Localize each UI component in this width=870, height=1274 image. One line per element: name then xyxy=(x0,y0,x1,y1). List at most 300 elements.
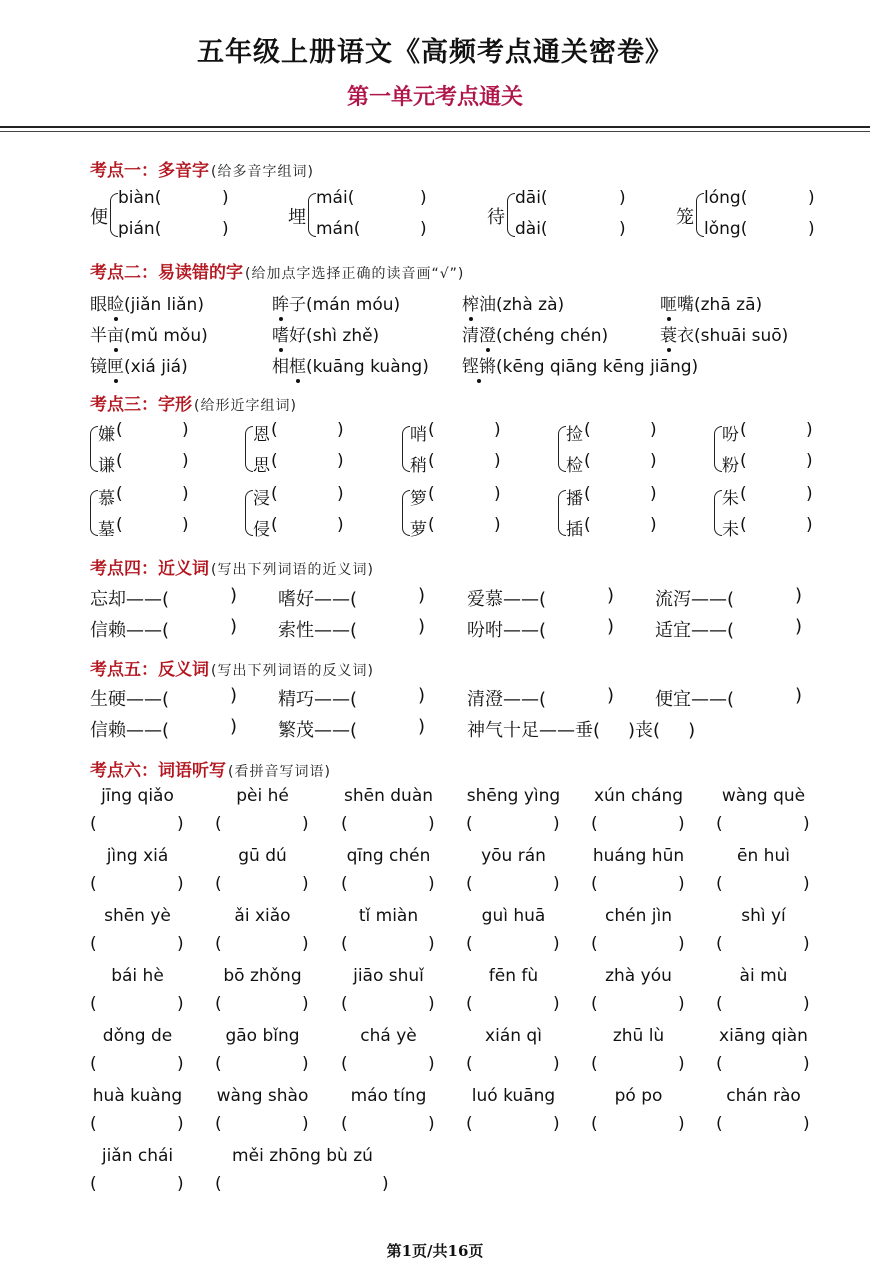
answer-blank[interactable] xyxy=(752,451,804,473)
close-paren: ) xyxy=(177,1114,184,1134)
misread-item[interactable] xyxy=(90,321,208,346)
answer-blank[interactable] xyxy=(603,1054,684,1076)
answer-blank[interactable] xyxy=(283,420,335,442)
close-paren: ) xyxy=(182,451,189,471)
section-hint: (给形近字组词) xyxy=(194,398,297,414)
misread-item[interactable] xyxy=(272,290,400,315)
word-part: 相 xyxy=(272,357,289,377)
polyphone-char: 便 xyxy=(90,207,108,228)
answer-blank[interactable] xyxy=(353,814,434,836)
answer-blank[interactable] xyxy=(596,515,648,537)
pinyin-prompt: shēng yìng xyxy=(466,786,561,806)
antonym-word-mid: )丧( xyxy=(628,720,661,741)
header-divider xyxy=(0,126,870,128)
open-paren: ( xyxy=(584,420,591,440)
brace-icon xyxy=(402,426,410,472)
close-paren: ) xyxy=(803,994,810,1014)
open-paren: ( xyxy=(466,874,473,894)
answer-blank[interactable] xyxy=(551,616,607,638)
pinyin-prompt: tǐ miàn xyxy=(358,906,419,926)
answer-blank[interactable] xyxy=(362,616,418,638)
pinyin-prompt: shēn yè xyxy=(104,906,171,926)
open-paren: ( xyxy=(215,1054,222,1074)
open-paren: ( xyxy=(716,1114,723,1134)
pinyin-prompt: bō zhǒng xyxy=(223,966,302,986)
open-paren: ( xyxy=(116,451,123,471)
misread-item[interactable] xyxy=(462,321,608,346)
pinyin-prompt: dǒng de xyxy=(102,1026,173,1046)
answer-blank[interactable] xyxy=(754,188,814,210)
word-prompt: 嗜好——( xyxy=(278,589,358,610)
answer-blank[interactable] xyxy=(440,515,492,537)
brace-icon xyxy=(245,426,253,472)
dotted-char: 眸 xyxy=(272,290,289,315)
close-paren: ) xyxy=(688,720,696,741)
similar-char: 谦 xyxy=(98,456,115,476)
open-paren: ( xyxy=(116,420,123,440)
pinyin-prompt: jiǎn chái xyxy=(101,1146,174,1166)
open-paren: ( xyxy=(584,484,591,504)
close-paren: ) xyxy=(428,1114,435,1134)
close-paren: ) xyxy=(553,1114,560,1134)
close-paren: ) xyxy=(302,1114,309,1134)
answer-blank[interactable] xyxy=(353,994,434,1016)
close-paren: ) xyxy=(553,934,560,954)
close-paren: ) xyxy=(177,994,184,1014)
close-paren: ) xyxy=(607,585,615,606)
similar-char: 慕 xyxy=(98,489,115,509)
close-paren: ) xyxy=(803,934,810,954)
answer-blank[interactable] xyxy=(728,1054,809,1076)
answer-blank[interactable] xyxy=(174,585,230,607)
answer-blank[interactable] xyxy=(728,814,809,836)
close-paren: ) xyxy=(302,1054,309,1074)
answer-blank[interactable] xyxy=(478,994,559,1016)
close-paren: ) xyxy=(302,874,309,894)
close-paren: ) xyxy=(553,874,560,894)
close-paren: ) xyxy=(222,188,229,208)
dotted-char: 蓑 xyxy=(660,321,677,346)
pinyin-prompt: chán rào xyxy=(726,1086,801,1106)
close-paren: ) xyxy=(302,814,309,834)
pinyin-prompt: chén jìn xyxy=(605,906,672,926)
misread-item[interactable] xyxy=(462,352,698,377)
misread-item[interactable] xyxy=(90,352,188,377)
answer-blank[interactable] xyxy=(603,814,684,836)
close-paren: ) xyxy=(553,994,560,1014)
word-prompt: 清澄——( xyxy=(467,689,547,710)
misread-item[interactable] xyxy=(660,290,762,315)
misread-item[interactable] xyxy=(462,290,564,315)
open-paren: ( xyxy=(716,994,723,1014)
answer-blank[interactable] xyxy=(102,1054,183,1076)
misread-item[interactable] xyxy=(90,290,204,315)
answer-blank[interactable] xyxy=(551,685,607,707)
close-paren: ) xyxy=(494,515,501,535)
answer-blank[interactable] xyxy=(174,716,230,738)
pinyin-prompt: xún cháng xyxy=(593,786,684,806)
brace-icon xyxy=(110,193,118,237)
answer-blank[interactable] xyxy=(102,994,183,1016)
open-paren: ( xyxy=(271,420,278,440)
close-paren: ) xyxy=(428,874,435,894)
open-paren: ( xyxy=(215,934,222,954)
dotted-char: 铿锵 xyxy=(462,352,496,377)
answer-blank[interactable] xyxy=(440,420,492,442)
answer-blank[interactable] xyxy=(728,1114,809,1136)
answer-blank[interactable] xyxy=(102,1114,183,1136)
reading-label: mán( xyxy=(316,219,361,239)
answer-blank[interactable] xyxy=(478,814,559,836)
pinyin-options: (mǔ mǒu) xyxy=(124,326,208,346)
pinyin-prompt: jīng qiǎo xyxy=(101,786,174,806)
close-paren: ) xyxy=(177,814,184,834)
close-paren: ) xyxy=(494,420,501,440)
answer-blank[interactable] xyxy=(728,934,809,956)
pinyin-prompt: bái hè xyxy=(111,966,164,986)
close-paren: ) xyxy=(428,1054,435,1074)
misread-item[interactable] xyxy=(272,321,379,346)
answer-blank[interactable] xyxy=(362,716,418,738)
answer-blank[interactable] xyxy=(174,616,230,638)
answer-blank[interactable] xyxy=(440,484,492,506)
answer-blank[interactable] xyxy=(362,685,418,707)
section-hint: (给加点字选择正确的读音画“√”) xyxy=(245,266,465,282)
answer-blank[interactable] xyxy=(227,874,308,896)
open-paren: ( xyxy=(215,994,222,1014)
answer-blank[interactable] xyxy=(366,188,426,210)
answer-blank[interactable] xyxy=(227,814,308,836)
pinyin-prompt: qīng chén xyxy=(346,846,431,866)
close-paren: ) xyxy=(337,451,344,471)
close-paren: ) xyxy=(678,814,685,834)
close-paren: ) xyxy=(337,420,344,440)
close-paren: ) xyxy=(494,484,501,504)
answer-blank[interactable] xyxy=(168,188,228,210)
answer-blank[interactable] xyxy=(366,219,426,241)
open-paren: ( xyxy=(271,484,278,504)
word-prompt: 忘却——( xyxy=(90,589,170,610)
section-heading-similar-chars xyxy=(90,390,297,415)
word-part: 眼 xyxy=(90,295,107,315)
open-paren: ( xyxy=(90,934,97,954)
section-hint: (写出下列词语的反义词) xyxy=(211,663,374,679)
similar-char: 捡 xyxy=(566,425,583,445)
word-part: 嘴 xyxy=(677,295,694,315)
word-part: 半 xyxy=(90,326,107,346)
close-paren: ) xyxy=(337,515,344,535)
open-paren: ( xyxy=(215,1174,222,1194)
close-paren: ) xyxy=(177,1054,184,1074)
pinyin-prompt: zhū lù xyxy=(612,1026,665,1046)
pinyin-prompt: ài mù xyxy=(739,966,788,986)
close-paren: ) xyxy=(337,484,344,504)
pinyin-options: (shì zhě) xyxy=(306,326,380,346)
similar-char: 嫌 xyxy=(98,425,115,445)
open-paren: ( xyxy=(591,874,598,894)
answer-blank[interactable] xyxy=(478,1114,559,1136)
answer-blank[interactable] xyxy=(227,994,308,1016)
misread-item[interactable] xyxy=(660,321,788,346)
answer-blank[interactable] xyxy=(128,515,180,537)
header-divider-thin xyxy=(0,131,870,132)
section-label: 考点五：反义词 xyxy=(90,660,209,680)
close-paren: ) xyxy=(678,994,685,1014)
dotted-char: 亩 xyxy=(107,321,124,346)
pinyin-prompt: pó po xyxy=(614,1086,663,1106)
open-paren: ( xyxy=(341,874,348,894)
open-paren: ( xyxy=(116,484,123,504)
close-paren: ) xyxy=(420,188,427,208)
open-paren: ( xyxy=(466,934,473,954)
brace-icon xyxy=(90,426,98,472)
answer-blank[interactable] xyxy=(353,1054,434,1076)
answer-blank[interactable] xyxy=(128,420,180,442)
open-paren: ( xyxy=(428,484,435,504)
brace-icon xyxy=(402,490,410,536)
close-paren: ) xyxy=(795,616,803,637)
pinyin-prompt: ǎi xiǎo xyxy=(234,906,291,926)
answer-blank[interactable] xyxy=(478,874,559,896)
close-paren: ) xyxy=(650,515,657,535)
pinyin-options: (zhà zà) xyxy=(496,295,565,315)
pinyin-options: (jiǎn liǎn) xyxy=(124,295,204,315)
close-paren: ) xyxy=(808,219,815,239)
close-paren: ) xyxy=(494,451,501,471)
answer-blank[interactable] xyxy=(728,994,809,1016)
answer-blank[interactable] xyxy=(227,1174,388,1196)
close-paren: ) xyxy=(678,1114,685,1134)
close-paren: ) xyxy=(803,874,810,894)
answer-blank[interactable] xyxy=(283,451,335,473)
open-paren: ( xyxy=(271,451,278,471)
pinyin-prompt: měi zhōng bù zú xyxy=(232,1146,373,1166)
answer-blank[interactable] xyxy=(752,515,804,537)
brace-icon xyxy=(90,490,98,536)
similar-char: 稍 xyxy=(410,456,427,476)
section-hint: (给多音字组词) xyxy=(211,164,314,180)
open-paren: ( xyxy=(341,1054,348,1074)
answer-blank[interactable] xyxy=(283,484,335,506)
close-paren: ) xyxy=(678,874,685,894)
answer-blank[interactable] xyxy=(128,484,180,506)
pinyin-options: (kuāng kuàng) xyxy=(306,357,429,377)
similar-char: 吩 xyxy=(722,425,739,445)
answer-blank[interactable] xyxy=(603,874,684,896)
page-title: 五年级上册语文《高频考点通关密卷》 xyxy=(197,37,673,68)
open-paren: ( xyxy=(591,1054,598,1074)
close-paren: ) xyxy=(418,616,426,637)
pinyin-prompt: gāo bǐng xyxy=(225,1026,300,1046)
brace-icon xyxy=(714,490,722,536)
brace-icon xyxy=(696,193,704,237)
close-paren: ) xyxy=(803,814,810,834)
answer-blank[interactable] xyxy=(752,420,804,442)
similar-char: 未 xyxy=(722,520,739,540)
word-prompt: 繁茂——( xyxy=(278,720,358,741)
answer-blank[interactable] xyxy=(227,1114,308,1136)
word-part: 清 xyxy=(462,326,479,346)
section-label: 考点六：词语听写 xyxy=(90,761,226,781)
answer-blank[interactable] xyxy=(739,616,795,638)
close-paren: ) xyxy=(428,814,435,834)
close-paren: ) xyxy=(302,934,309,954)
answer-blank[interactable] xyxy=(283,515,335,537)
close-paren: ) xyxy=(607,685,615,706)
answer-blank[interactable] xyxy=(603,934,684,956)
answer-blank[interactable] xyxy=(603,1114,684,1136)
similar-char: 墓 xyxy=(98,520,115,540)
reading-label: dāi( xyxy=(515,188,548,208)
close-paren: ) xyxy=(230,585,238,606)
open-paren: ( xyxy=(341,1114,348,1134)
word-part: 镜 xyxy=(90,357,107,377)
answer-blank[interactable] xyxy=(353,934,434,956)
section-label: 考点二：易读错的字 xyxy=(90,263,243,283)
polyphone-char: 埋 xyxy=(288,207,306,228)
answer-blank[interactable] xyxy=(754,219,814,241)
answer-blank[interactable] xyxy=(102,1174,183,1196)
section-hint: (写出下列词语的近义词) xyxy=(211,562,374,578)
reading-label: lǒng( xyxy=(704,219,748,239)
open-paren: ( xyxy=(428,515,435,535)
close-paren: ) xyxy=(230,716,238,737)
open-paren: ( xyxy=(740,484,747,504)
answer-blank[interactable] xyxy=(603,994,684,1016)
open-paren: ( xyxy=(591,814,598,834)
answer-blank[interactable] xyxy=(128,451,180,473)
open-paren: ( xyxy=(215,1114,222,1134)
answer-blank[interactable] xyxy=(102,934,183,956)
open-paren: ( xyxy=(716,814,723,834)
close-paren: ) xyxy=(607,616,615,637)
close-paren: ) xyxy=(420,219,427,239)
pinyin-prompt: máo tíng xyxy=(350,1086,427,1106)
pinyin-prompt: xiāng qiàn xyxy=(719,1026,808,1046)
word-prompt: 爱慕——( xyxy=(467,589,547,610)
close-paren: ) xyxy=(553,1054,560,1074)
answer-blank[interactable] xyxy=(565,188,625,210)
answer-blank[interactable] xyxy=(168,219,228,241)
reading-label: biàn( xyxy=(118,188,162,208)
answer-blank[interactable] xyxy=(596,484,648,506)
answer-blank[interactable] xyxy=(739,585,795,607)
similar-char: 侵 xyxy=(253,520,270,540)
answer-blank[interactable] xyxy=(478,1054,559,1076)
answer-blank[interactable] xyxy=(478,934,559,956)
word-part: 好 xyxy=(289,326,306,346)
close-paren: ) xyxy=(678,1054,685,1074)
close-paren: ) xyxy=(650,484,657,504)
pinyin-prompt: guì huā xyxy=(481,906,546,926)
open-paren: ( xyxy=(428,420,435,440)
open-paren: ( xyxy=(591,1114,598,1134)
answer-blank[interactable] xyxy=(565,219,625,241)
word-part: 衣 xyxy=(677,326,694,346)
close-paren: ) xyxy=(177,874,184,894)
open-paren: ( xyxy=(740,420,747,440)
close-paren: ) xyxy=(182,484,189,504)
answer-blank[interactable] xyxy=(174,685,230,707)
open-paren: ( xyxy=(584,515,591,535)
answer-blank[interactable] xyxy=(551,585,607,607)
answer-blank[interactable] xyxy=(739,685,795,707)
reading-label: mái( xyxy=(316,188,355,208)
word-prompt: 适宜——( xyxy=(655,620,735,641)
dotted-char: 睑 xyxy=(107,290,124,315)
answer-blank[interactable] xyxy=(227,934,308,956)
open-paren: ( xyxy=(341,934,348,954)
open-paren: ( xyxy=(90,1174,97,1194)
page-subtitle: 第一单元考点通关 xyxy=(346,84,523,110)
open-paren: ( xyxy=(716,1054,723,1074)
open-paren: ( xyxy=(584,451,591,471)
misread-item[interactable] xyxy=(272,352,429,377)
pinyin-options: (xiá jiá) xyxy=(124,357,188,377)
answer-blank[interactable] xyxy=(227,1054,308,1076)
answer-blank[interactable] xyxy=(102,814,183,836)
reading-label: pián( xyxy=(118,219,162,239)
word-prompt: 流泻——( xyxy=(655,589,735,610)
open-paren: ( xyxy=(740,451,747,471)
answer-blank[interactable] xyxy=(353,1114,434,1136)
answer-blank[interactable] xyxy=(596,451,648,473)
pinyin-prompt: pèi hé xyxy=(236,786,289,806)
brace-icon xyxy=(308,193,316,237)
close-paren: ) xyxy=(806,451,813,471)
open-paren: ( xyxy=(466,994,473,1014)
similar-char: 朱 xyxy=(722,489,739,509)
open-paren: ( xyxy=(90,1114,97,1134)
word-part: 子 xyxy=(289,295,306,315)
dotted-char: 榨 xyxy=(462,290,479,315)
answer-blank[interactable] xyxy=(353,874,434,896)
answer-blank[interactable] xyxy=(440,451,492,473)
close-paren: ) xyxy=(182,515,189,535)
pinyin-prompt: luó kuāng xyxy=(471,1086,556,1106)
dotted-char: 澄 xyxy=(479,321,496,346)
pinyin-prompt: wàng què xyxy=(721,786,806,806)
close-paren: ) xyxy=(428,934,435,954)
close-paren: ) xyxy=(182,420,189,440)
answer-blank[interactable] xyxy=(362,585,418,607)
answer-blank[interactable] xyxy=(596,420,648,442)
pinyin-options: (kēng qiāng kēng jiāng) xyxy=(496,357,699,377)
section-heading-synonyms xyxy=(90,554,374,579)
reading-label: lóng( xyxy=(704,188,748,208)
answer-blank[interactable] xyxy=(752,484,804,506)
word-prompt: 生硬——( xyxy=(90,689,170,710)
pinyin-prompt: wàng shào xyxy=(216,1086,309,1106)
pinyin-prompt: zhà yóu xyxy=(605,966,672,986)
section-label: 考点一：多音字 xyxy=(90,161,209,181)
close-paren: ) xyxy=(230,685,238,706)
close-paren: ) xyxy=(806,420,813,440)
answer-blank[interactable] xyxy=(728,874,809,896)
pinyin-prompt: jiāo shuǐ xyxy=(353,966,424,986)
open-paren: ( xyxy=(740,515,747,535)
section-label: 考点三：字形 xyxy=(90,395,192,415)
section-hint: (看拼音写词语) xyxy=(228,764,331,780)
open-paren: ( xyxy=(716,934,723,954)
close-paren: ) xyxy=(619,188,626,208)
open-paren: ( xyxy=(215,814,222,834)
answer-blank[interactable] xyxy=(102,874,183,896)
close-paren: ) xyxy=(795,585,803,606)
open-paren: ( xyxy=(90,994,97,1014)
open-paren: ( xyxy=(591,934,598,954)
word-prompt: 精巧——( xyxy=(278,689,358,710)
